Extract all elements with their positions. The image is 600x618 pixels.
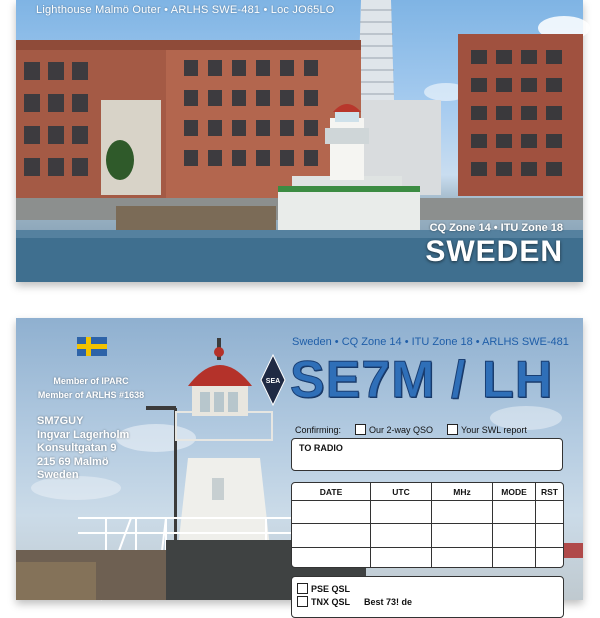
checkbox-tnx-qsl[interactable]	[297, 596, 308, 607]
table-row[interactable]	[292, 547, 563, 567]
qsl-status-box	[291, 576, 564, 618]
operator-address	[37, 415, 129, 483]
to-radio-label: TO RADIO	[299, 443, 343, 453]
front-zones-text: CQ Zone 14 • ITU Zone 18	[429, 222, 563, 234]
front-country-title: SWEDEN	[425, 235, 563, 268]
pse-qsl-label: PSE QSL	[311, 583, 351, 594]
address-line: Ingvar Lagerholm	[37, 428, 130, 441]
pse-qsl-option[interactable]	[297, 583, 350, 594]
table-cell[interactable]	[432, 501, 493, 524]
table-cell[interactable]	[292, 547, 371, 567]
confirm-option-label: Your SWL report	[461, 424, 527, 435]
table-cell[interactable]	[493, 524, 536, 547]
column-date: DATE	[292, 483, 371, 501]
sea-logo-text: SEA	[265, 378, 281, 385]
sea-logo-icon	[260, 354, 286, 406]
checkbox-2way-qso[interactable]	[355, 424, 366, 435]
qso-table	[291, 482, 564, 568]
table-cell[interactable]	[432, 547, 493, 567]
table-cell[interactable]	[493, 501, 536, 524]
tnx-qsl-label: TNX QSL	[311, 596, 351, 607]
table-cell[interactable]	[371, 524, 432, 547]
to-radio-field[interactable]	[291, 438, 563, 471]
table-row[interactable]	[292, 524, 563, 547]
confirm-option-2way-qso[interactable]	[355, 424, 433, 435]
checkbox-swl-report[interactable]	[447, 424, 458, 435]
column-mhz: MHz	[432, 483, 493, 501]
table-cell[interactable]	[292, 524, 371, 547]
column-utc: UTC	[371, 483, 432, 501]
column-mode: MODE	[493, 483, 536, 501]
qsl-card-back	[16, 318, 583, 607]
table-cell[interactable]	[371, 547, 432, 567]
tnx-qsl-option[interactable]	[297, 596, 412, 607]
address-line: 215 69 Malmö	[37, 455, 109, 468]
address-line: Sweden	[37, 469, 79, 481]
callsign-title: SE7M / LH	[290, 351, 554, 409]
table-cell[interactable]	[536, 501, 564, 524]
member-line: Member of IPARC	[53, 376, 129, 386]
confirm-option-swl-report[interactable]	[447, 424, 527, 435]
confirm-option-label: Our 2-way QSO	[369, 424, 434, 435]
address-line: Konsultgatan 9	[37, 442, 117, 454]
qsl-card-front	[16, 0, 583, 282]
membership-info	[16, 374, 166, 402]
table-cell[interactable]	[292, 501, 371, 524]
table-cell[interactable]	[536, 547, 564, 567]
table-cell[interactable]	[432, 524, 493, 547]
confirming-row	[295, 424, 527, 435]
member-line: Member of ARLHS #1638	[37, 390, 145, 400]
best-73-label: Best 73! de	[364, 596, 413, 607]
column-rst: RST	[536, 483, 564, 501]
table-row[interactable]	[292, 501, 563, 524]
table-cell[interactable]	[536, 524, 564, 547]
front-header-text: Lighthouse Malmö Outer • ARLHS SWE-481 • Loc JO65LO	[36, 4, 335, 16]
confirming-label: Confirming:	[295, 424, 342, 435]
address-line: SM7GUY	[37, 415, 84, 427]
checkbox-pse-qsl[interactable]	[297, 583, 308, 594]
back-header-text: Sweden • CQ Zone 14 • ITU Zone 18 • ARLHS SWE-481	[292, 336, 569, 348]
swedish-flag-icon	[77, 337, 107, 356]
qso-table-header	[292, 483, 563, 501]
table-cell[interactable]	[493, 547, 536, 567]
table-cell[interactable]	[371, 501, 432, 524]
